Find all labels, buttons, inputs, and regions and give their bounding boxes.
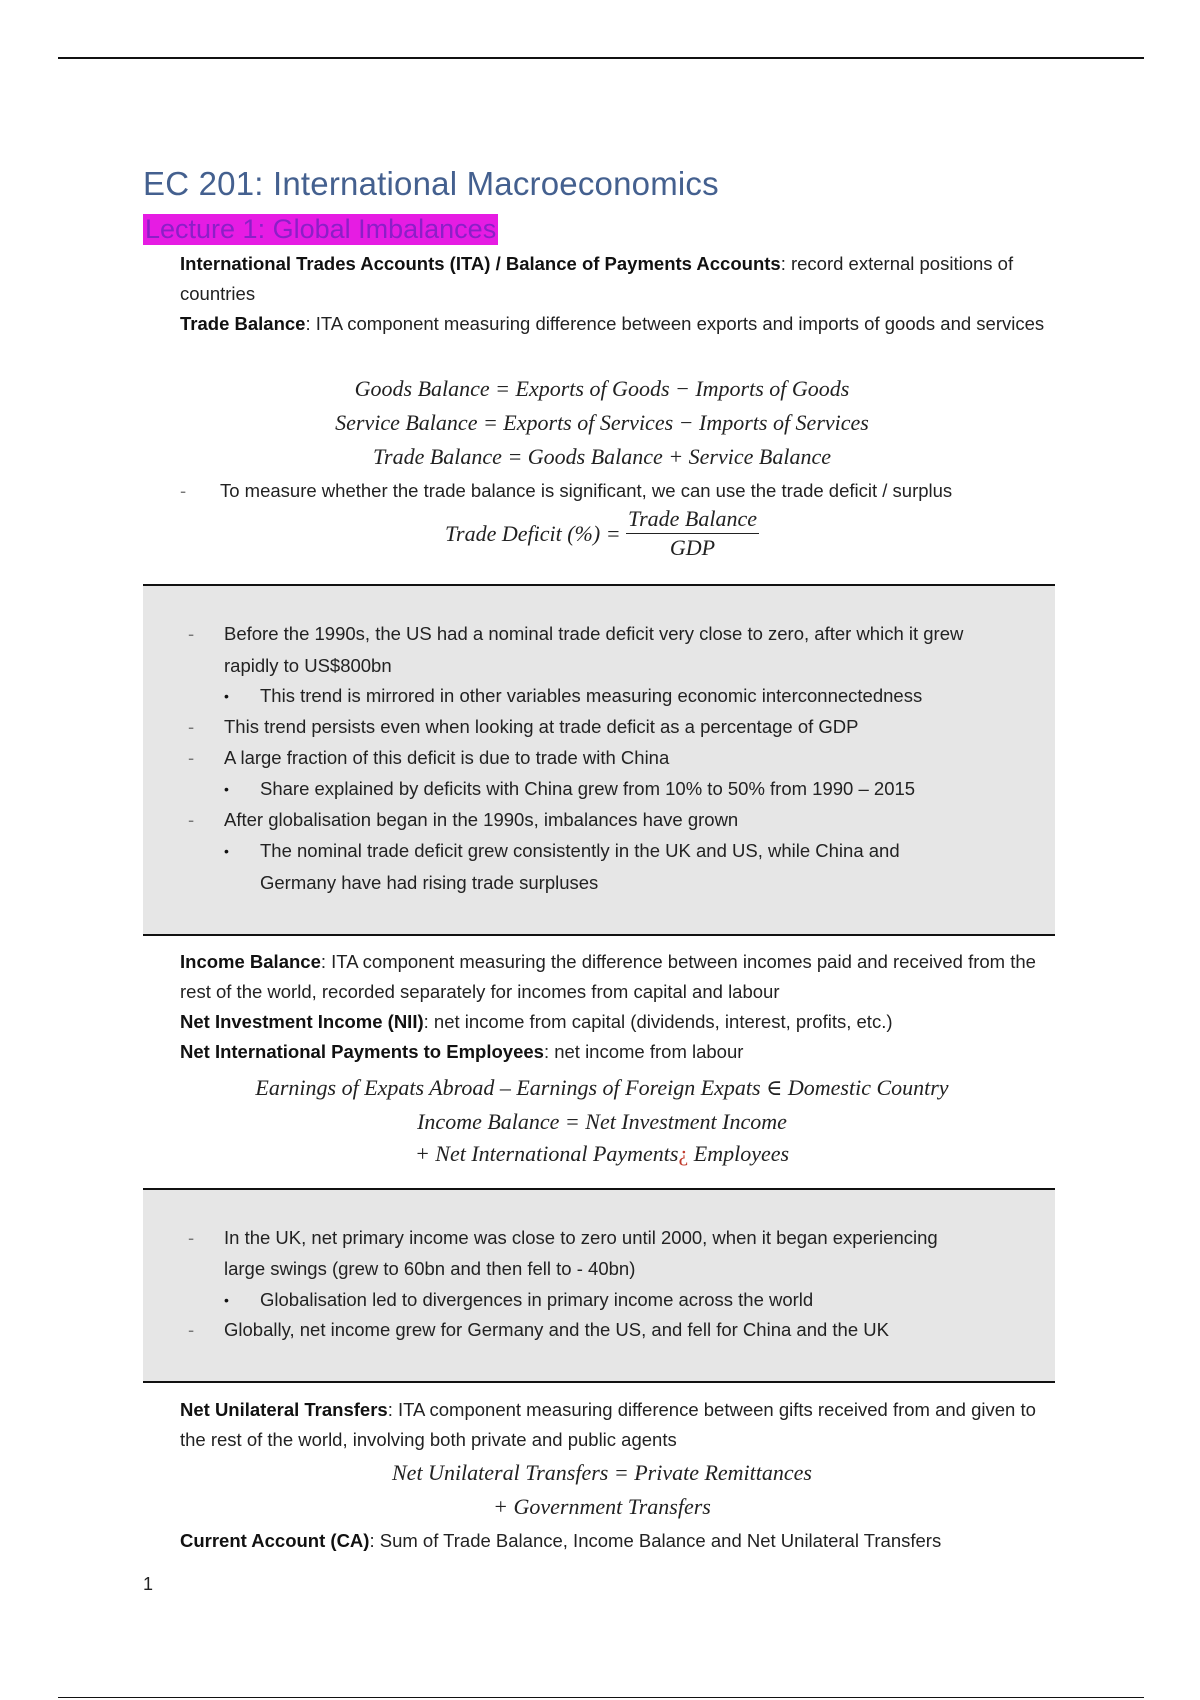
equation-nut-1: Net Unilateral Transfers = Private Remittances <box>392 1460 812 1485</box>
equation-income-balance-2: + Net International Payments¿ Employees <box>414 1141 790 1166</box>
definition-text: : Sum of Trade Balance, Income Balance and Net Unilateral Transfers <box>369 1530 942 1551</box>
definition-text: : net income from capital (dividends, interest, profits, etc.) <box>423 1011 893 1032</box>
term: Income Balance <box>180 951 321 972</box>
term: Trade Balance <box>180 313 306 334</box>
equation-nut-2: + Government Transfers <box>493 1494 711 1519</box>
definition-net-unilateral-transfers <box>180 1395 1060 1455</box>
equation-income-balance-1: Income Balance = Net Investment Income <box>417 1109 787 1134</box>
definition-text: : ITA component measuring difference between gifts received from and given to the rest of the world, involving both private and public agents <box>180 1399 1036 1450</box>
fraction <box>626 505 759 562</box>
definition-nipe <box>180 1037 1060 1067</box>
equation-expat-earnings: Earnings of Expats Abroad – Earnings of Foreign Expats ∈ Domestic Country <box>255 1075 949 1100</box>
definition-income-balance <box>180 947 1060 1007</box>
definition-ita <box>180 249 1060 309</box>
term: Current Account (CA) <box>180 1530 370 1551</box>
definition-current-account <box>180 1526 1060 1556</box>
definition-nii <box>180 1007 1060 1037</box>
summary-box-income: - In the UK, net primary income was close to zero until 2000, when it began experiencing large swings (grew to 60bn and then fell to - 40bn) • Globalisation led to divergences in primary income across the world - Globally, net income grew for Germany and the US, and fell for China and the UK <box>143 1188 1055 1383</box>
term: Net International Payments to Employees <box>180 1041 544 1062</box>
denominator: GDP <box>669 535 716 560</box>
term: Net Investment Income (NII) <box>180 1011 424 1032</box>
header-rule <box>58 57 1144 59</box>
bullet-text: To measure whether the trade balance is significant, we can use the trade deficit / surplus <box>220 480 953 501</box>
equation-goods-balance: Goods Balance = Exports of Goods − Imports of Goods <box>354 376 850 401</box>
term: Net Unilateral Transfers <box>180 1399 388 1420</box>
definition-text: : ITA component measuring the difference between incomes paid and received from the rest of the world, recorded separately for incomes from capital and labour <box>180 951 1036 1002</box>
equation-trade-balance: Trade Balance = Goods Balance + Service Balance <box>373 444 831 469</box>
definition-text: : record external positions of countries <box>180 253 1014 304</box>
definition-text: : ITA component measuring difference between exports and imports of goods and services <box>305 313 1045 334</box>
equation-lhs: Trade Deficit (%) = <box>445 520 621 546</box>
lecture-subtitle-highlighted: Lecture 1: Global Imbalances <box>145 214 497 244</box>
definitions-block-1 <box>180 249 1060 339</box>
document-title: EC 201: International Macroeconomics <box>143 165 719 202</box>
summary-box-trade: - Before the 1990s, the US had a nominal trade deficit very close to zero, after which it grew rapidly to US$800bn • This trend is mirrored in other variables measuring economic interconnectedness - This trend persists even when looking at trade deficit as a percentage of GDP - A large fraction of this deficit is due to trade with China • Share explained by deficits with China grew from 10% to 50% from 1990 – 2015 - After globalisation began in the 1990s, imbalances have grown • The nominal trade deficit grew consistently in the UK and US, while China and Germany have had rising trade surpluses <box>143 584 1055 936</box>
equation-service-balance: Service Balance = Exports of Services − Imports of Services <box>335 410 869 435</box>
term: International Trades Accounts (ITA) / Balance of Payments Accounts <box>180 253 781 274</box>
page-number: 1 <box>143 1574 154 1594</box>
numerator: Trade Balance <box>626 505 759 534</box>
definition-text: : net income from labour <box>543 1041 744 1062</box>
definitions-block-2 <box>180 947 1060 1067</box>
definitions-block-3 <box>180 1395 1060 1455</box>
definitions-block-4 <box>180 1526 1060 1556</box>
definition-trade-balance <box>180 309 1060 339</box>
equation-trade-deficit <box>143 505 1061 562</box>
dash-marker: - <box>180 480 187 501</box>
footer-rule <box>58 1697 1144 1698</box>
